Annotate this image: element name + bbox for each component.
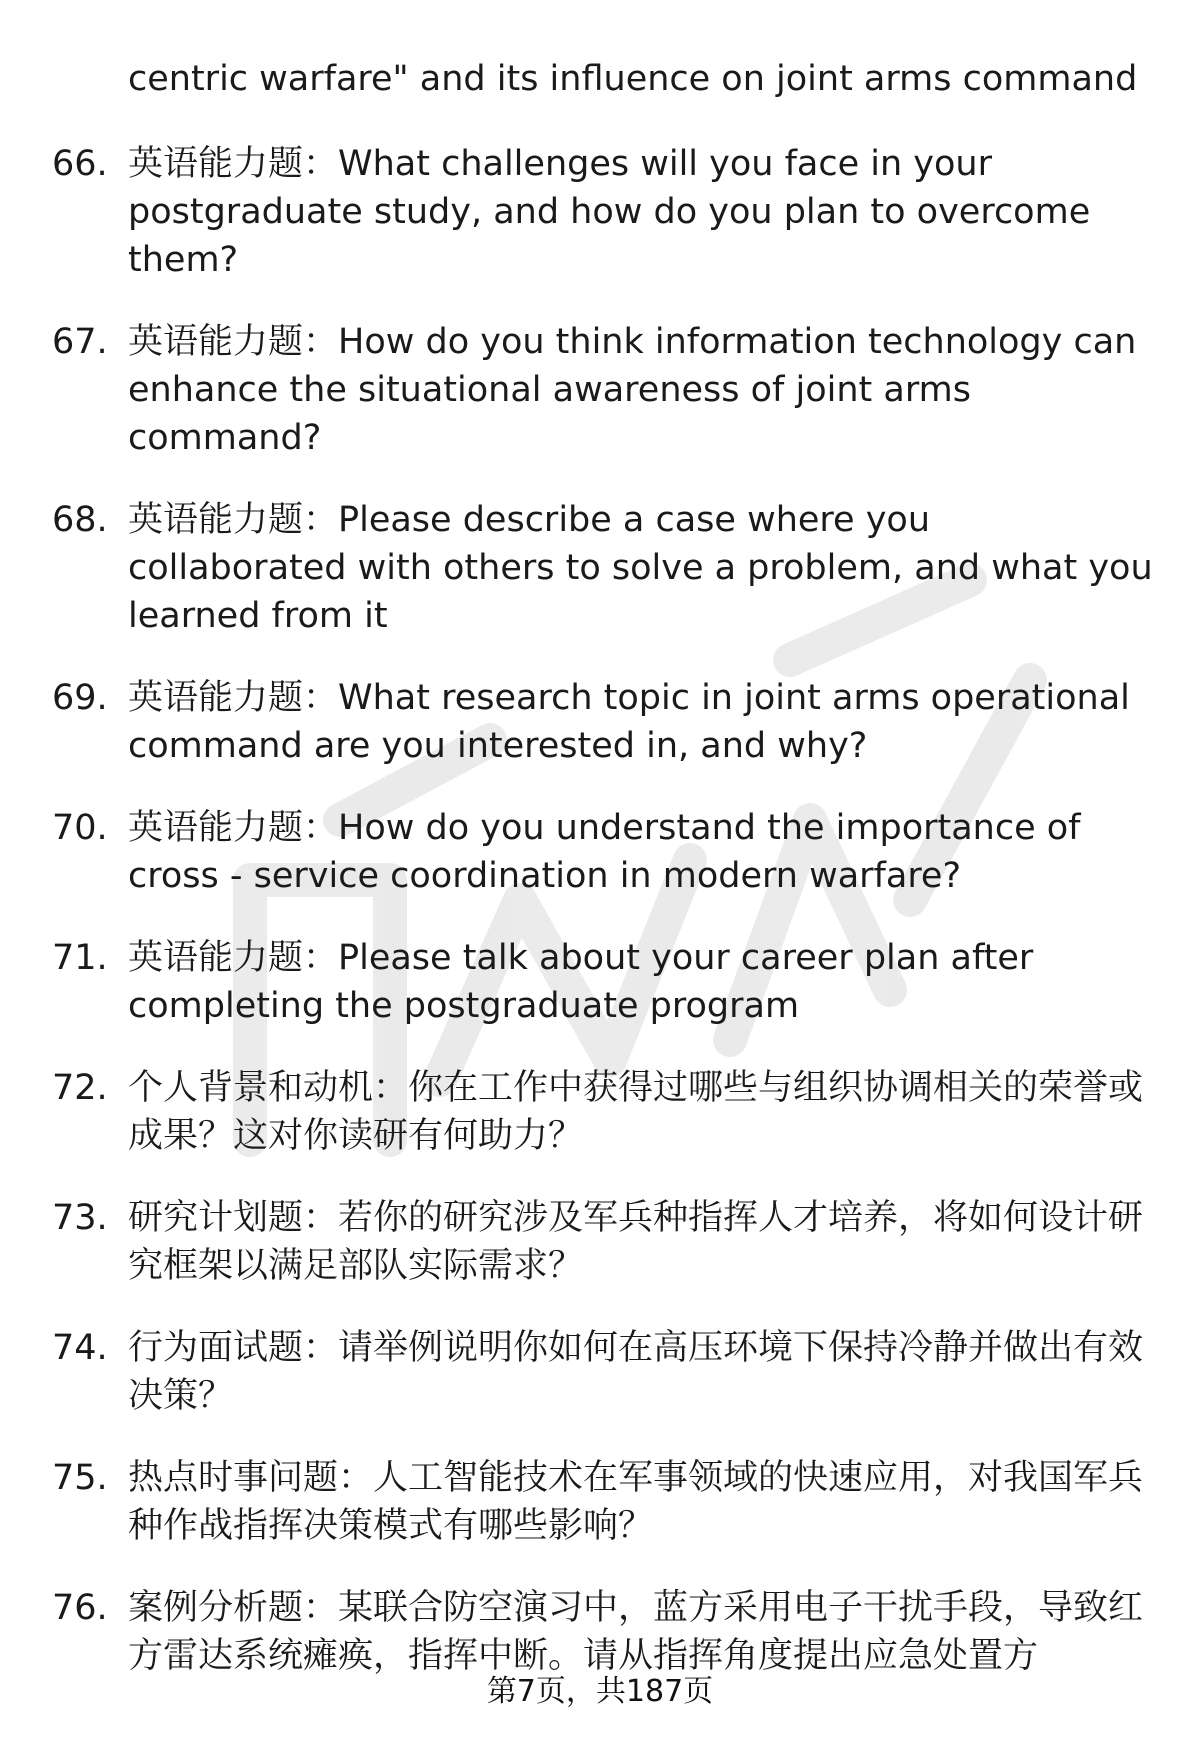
question-number: 68. xyxy=(52,500,108,540)
question-text: 英语能力题：What challenges will you face in your postgraduate study, and how do you plan to overcome them? xyxy=(128,144,1091,280)
question-item xyxy=(0,1454,1200,1550)
question-text: 行为面试题：请举例说明你如何在高压环境下保持冷静并做出有效决策？ xyxy=(128,1328,1144,1416)
question-number: 70. xyxy=(52,808,108,848)
question-number: 74. xyxy=(52,1328,108,1368)
question-text: 英语能力题：How do you understand the importance of cross - service coordination in modern warfare? xyxy=(128,808,1081,896)
question-text: 案例分析题：某联合防空演习中，蓝方采用电子干扰手段，导致红方雷达系统瘫痪，指挥中断。请从指挥角度提出应急处置方 xyxy=(128,1588,1144,1676)
question-list xyxy=(0,140,1200,1714)
question-number: 72. xyxy=(52,1068,108,1108)
question-text: 英语能力题：Please talk about your career plan after completing the postgraduate program xyxy=(128,938,1034,1026)
question-text: 个人背景和动机：你在工作中获得过哪些与组织协调相关的荣誉或成果？这对你读研有何助力？ xyxy=(128,1068,1144,1156)
question-number: 73. xyxy=(52,1198,108,1238)
question-text: 研究计划题：若你的研究涉及军兵种指挥人才培养，将如何设计研究框架以满足部队实际需求？ xyxy=(128,1198,1144,1286)
question-number: 69. xyxy=(52,678,108,718)
continuation-text: centric warfare" and its influence on joint arms command xyxy=(128,59,1138,99)
question-text: 热点时事问题：人工智能技术在军事领域的快速应用，对我国军兵种作战指挥决策模式有哪些影响？ xyxy=(128,1458,1144,1546)
question-item xyxy=(0,318,1200,462)
question-text: 英语能力题：Please describe a case where you collaborated with others to solve a problem, and what you learned from it xyxy=(128,500,1153,636)
question-item xyxy=(0,934,1200,1030)
question-item xyxy=(0,1324,1200,1420)
question-number: 76. xyxy=(52,1588,108,1628)
question-number: 71. xyxy=(52,938,108,978)
question-item xyxy=(0,496,1200,640)
question-item xyxy=(0,1064,1200,1160)
question-item xyxy=(0,1584,1200,1680)
question-item xyxy=(0,140,1200,284)
question-text: 英语能力题：What research topic in joint arms operational command are you interested in, and why? xyxy=(128,678,1130,766)
question-item xyxy=(0,674,1200,770)
question-number: 66. xyxy=(52,144,108,184)
question-item xyxy=(0,1194,1200,1290)
question-number: 67. xyxy=(52,322,108,362)
page-footer: 第7页，共187页 xyxy=(486,1674,714,1709)
question-item xyxy=(0,804,1200,900)
question-number: 75. xyxy=(52,1458,108,1498)
question-text: 英语能力题：How do you think information technology can enhance the situational awareness of joint arms command? xyxy=(128,322,1137,458)
